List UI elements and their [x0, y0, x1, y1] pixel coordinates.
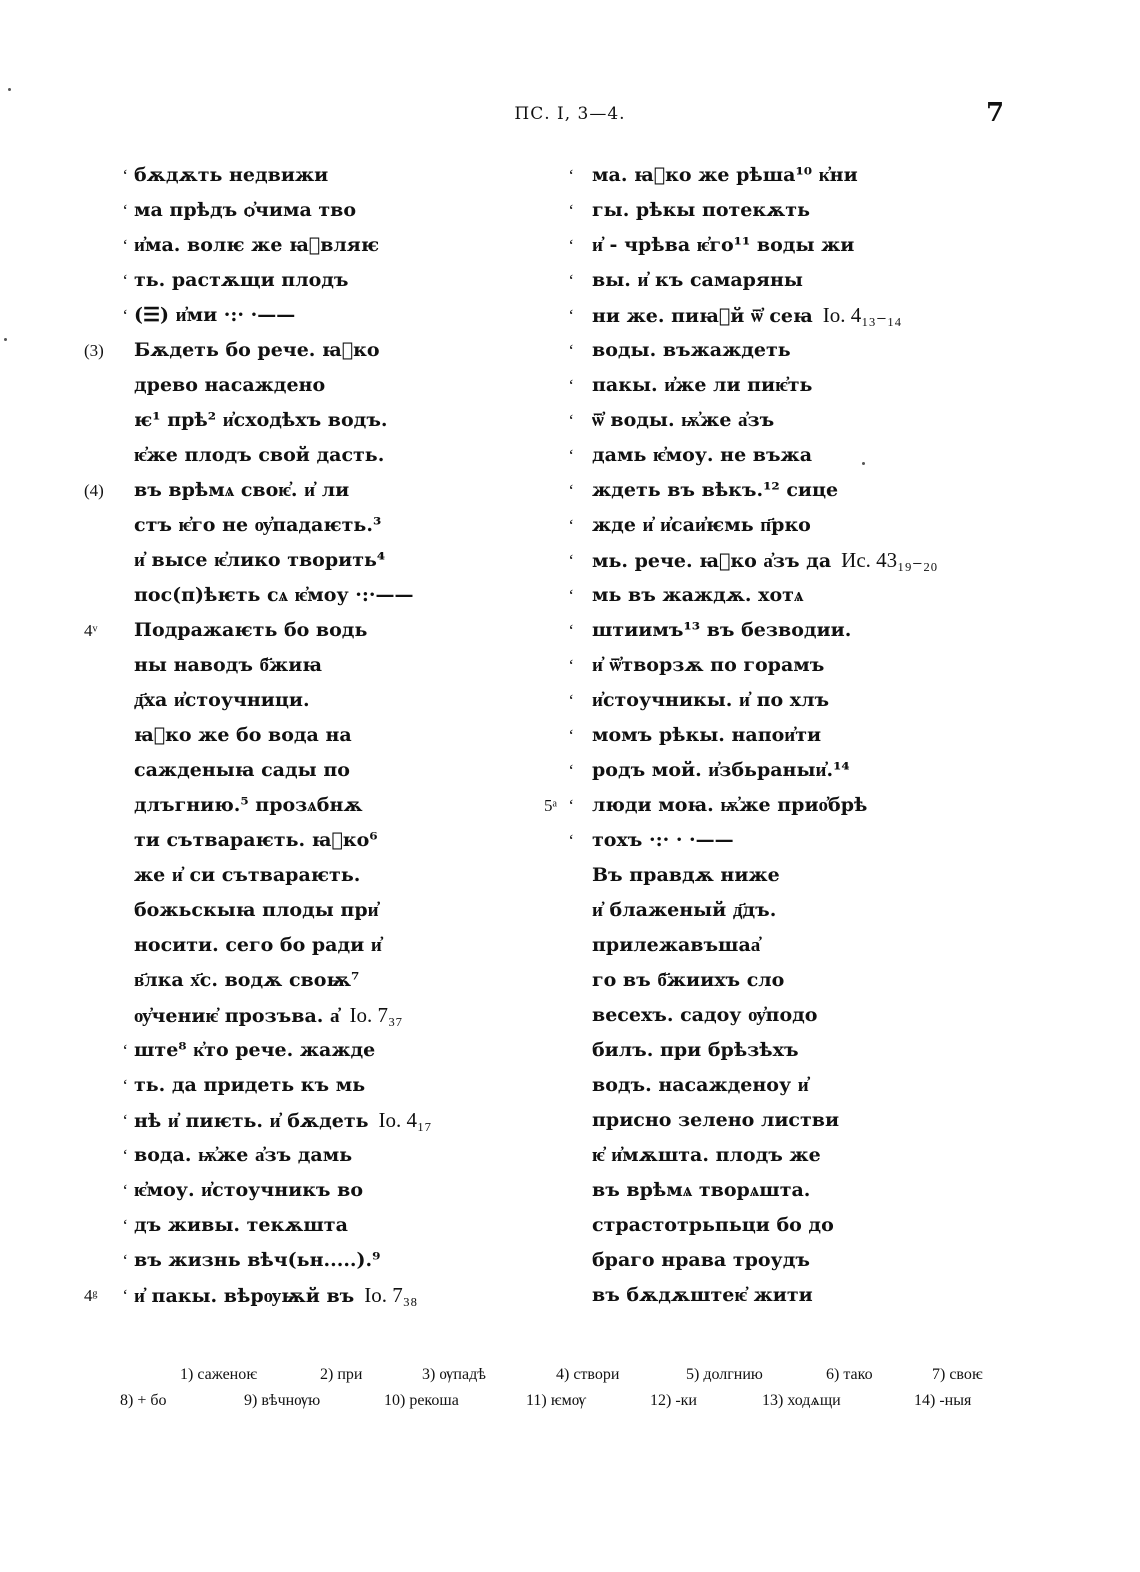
- footnote-6: 6) тако: [826, 1366, 873, 1383]
- line-text-content: въ жизнь вѣч(ьн.....).⁹: [134, 1249, 381, 1271]
- line-text: [134, 298, 295, 333]
- line-text: [592, 368, 812, 403]
- text-line: [88, 788, 468, 823]
- line-marker: ʻ: [568, 306, 574, 325]
- text-line: [88, 1033, 468, 1068]
- line-text-content: ни же. пиꙗ҆й ѿ҆ сеꙗ: [592, 305, 813, 327]
- line-text-content: ѥ҆же плодъ свой дасть.: [134, 444, 385, 466]
- line-marker: ʻ: [122, 236, 128, 255]
- line-text-content: бѫдѫть недвижи: [134, 164, 329, 186]
- text-line: [540, 753, 990, 788]
- line-text: [134, 718, 352, 753]
- line-text: [134, 613, 367, 648]
- text-line: [540, 1068, 990, 1103]
- line-text-content: и҆ пакы. вѣрѹѭй въ: [134, 1285, 355, 1307]
- line-text: [592, 998, 817, 1033]
- line-text: [134, 893, 379, 928]
- line-text-content: ти сътвараѥть. ꙗ҆ко⁶: [134, 829, 378, 851]
- text-line: [540, 1103, 990, 1138]
- line-text-content: сажденыꙗ сады по: [134, 759, 350, 781]
- text-line: [88, 928, 468, 963]
- line-text-content: ждеть въ вѣкъ.¹² сице: [592, 479, 839, 501]
- text-line: [88, 648, 468, 683]
- footnote-14: 14) -ныя: [914, 1392, 972, 1409]
- line-text: [592, 753, 850, 788]
- line-text-content: ма. ꙗ҆ко же рѣша¹⁰ к҆ни: [592, 164, 858, 186]
- line-text-content: Подражаѥть бо водь: [134, 619, 368, 641]
- text-line: [88, 963, 468, 998]
- text-line: [88, 858, 468, 893]
- line-text-content: и҆стоучникы. и҆ по хлъ: [592, 689, 830, 711]
- line-text: [592, 613, 851, 648]
- line-marker: ʻ: [568, 271, 574, 290]
- footnote-10: 10) рекоша: [384, 1392, 459, 1409]
- line-marker: ʻ: [568, 726, 574, 745]
- scripture-citation: Іо. 7₃₇: [349, 1003, 403, 1027]
- line-text: [134, 403, 388, 438]
- text-line: [540, 263, 990, 298]
- footnotes: [118, 1362, 998, 1414]
- text-line: [540, 963, 990, 998]
- line-text: [592, 263, 803, 298]
- line-text-content: носити. сего бо ради и҆: [134, 934, 382, 956]
- line-text: [592, 683, 829, 718]
- text-line: [540, 718, 990, 753]
- line-text: [592, 788, 867, 823]
- line-text: [592, 648, 824, 683]
- line-text-content: билъ. при брѣзѣхъ: [592, 1039, 799, 1061]
- verse-reference: 4ᵛ: [84, 621, 98, 640]
- line-text: [592, 1103, 839, 1138]
- line-marker: ʻ: [122, 1111, 128, 1130]
- text-line: [84, 333, 468, 368]
- scripture-citation: Іо. 4₁₇: [378, 1108, 432, 1132]
- text-line: [88, 718, 468, 753]
- text-line: [88, 1243, 468, 1278]
- line-text: [134, 788, 363, 823]
- line-text: [134, 1278, 417, 1314]
- line-text-content: родъ мой. и҆збьраныи҆.¹⁴: [592, 759, 850, 781]
- line-text-content: тохъ ·:· · ·——: [592, 829, 734, 851]
- text-line: [88, 193, 468, 228]
- line-text: [592, 298, 902, 334]
- line-text-content: въ бѫдѫштеѥ҆ жити: [592, 1284, 813, 1306]
- text-line: [88, 1138, 468, 1173]
- line-text-content: ѥ҆ и҆мѫшта. плодъ же: [592, 1144, 821, 1166]
- line-text: [134, 998, 403, 1034]
- line-text: [592, 403, 774, 438]
- line-text: [134, 1208, 348, 1243]
- line-text-content: божьскыꙗ плоды при҆: [134, 899, 379, 921]
- line-marker: ʻ: [122, 201, 128, 220]
- line-text-content: водъ. насажденоу и҆: [592, 1074, 809, 1096]
- line-text: [134, 438, 384, 473]
- line-text-content: нѣ и҆ пиѥть. и҆ бѫдеть: [134, 1110, 369, 1132]
- line-text-content: Въ правдѫ ниже: [592, 864, 780, 886]
- line-text: [134, 1068, 365, 1103]
- line-marker: ʻ: [568, 481, 574, 500]
- line-text-content: люди моꙗ. ѭ҆же прио҆брѣ: [592, 794, 868, 816]
- text-line: [540, 403, 990, 438]
- line-text-content: ма прѣдъ ѻ҆чима тво: [134, 199, 357, 221]
- line-text: [134, 578, 413, 613]
- line-text: [134, 823, 378, 858]
- line-text-content: же и҆ си сътвараѥть.: [134, 864, 361, 886]
- line-text: [134, 473, 349, 508]
- line-marker: ʻ: [568, 446, 574, 465]
- text-line: [88, 158, 468, 193]
- footnote-5: 5) долгнию: [686, 1366, 763, 1383]
- text-line: [540, 333, 990, 368]
- line-text: [592, 193, 810, 228]
- text-line: [88, 578, 468, 613]
- line-text: [592, 228, 854, 263]
- line-text: [134, 1138, 352, 1173]
- footnote-7: 7) своѥ: [932, 1366, 983, 1383]
- line-text-content: и҆ ѿ҆творзѫ по горамъ: [592, 654, 825, 676]
- line-text-content: стъ ѥ҆го не ѹ҆падаѥть.³: [134, 514, 382, 536]
- line-text: [592, 858, 780, 893]
- line-text: [592, 333, 791, 368]
- line-text-content: въ врѣмѧ творѧшта.: [592, 1179, 811, 1201]
- footnote-13: 13) ходѧщи: [762, 1392, 841, 1409]
- line-text: [134, 508, 381, 543]
- line-text: [592, 1278, 813, 1313]
- text-line: [88, 228, 468, 263]
- line-marker: ʻ: [568, 796, 574, 815]
- line-text-content: ꙗ҆ко же бо вода на: [134, 724, 352, 746]
- text-line: [540, 998, 990, 1033]
- line-marker: ʻ: [122, 271, 128, 290]
- line-text-content: Бѫдеть бо рече. ꙗ҆ко: [134, 339, 380, 361]
- text-line: [88, 1208, 468, 1243]
- line-text-content: воды. въжаждеть: [592, 339, 791, 361]
- line-text-content: (☰) и҆ми ·:· ·——: [134, 304, 296, 326]
- text-line: [84, 613, 468, 648]
- line-text: [592, 158, 858, 193]
- line-marker: ʻ: [568, 831, 574, 850]
- line-text: [134, 158, 328, 193]
- line-text-content: браго нрава троудъ: [592, 1249, 810, 1271]
- footnote-row-1: [118, 1362, 998, 1388]
- footnote-row-2: [118, 1388, 998, 1414]
- line-marker: ʻ: [568, 551, 574, 570]
- line-text: [134, 963, 359, 998]
- text-line: [540, 508, 990, 543]
- line-marker: ʻ: [568, 586, 574, 605]
- text-line: [540, 683, 990, 718]
- line-text: [134, 928, 382, 963]
- line-text-content: страстотрьпьци бо до: [592, 1214, 834, 1236]
- line-text-content: присно зелено листви: [592, 1109, 840, 1131]
- footnote-12: 12) -ки: [650, 1392, 697, 1409]
- line-text-content: вода. ѭ҆же а҆зъ дамь: [134, 1144, 353, 1166]
- text-line: [540, 1138, 990, 1173]
- line-text-content: ны наводъ б҃жиꙗ: [134, 654, 323, 676]
- line-marker: ʻ: [568, 656, 574, 675]
- line-text: [134, 193, 356, 228]
- line-text-content: и҆ма. волѥ же ꙗ҆вляѥ: [134, 234, 380, 256]
- line-text-content: ть. растѫщи плодъ: [134, 269, 349, 291]
- line-text: [592, 1138, 821, 1173]
- text-line: [88, 403, 468, 438]
- line-text: [134, 683, 310, 718]
- line-marker: ʻ: [122, 166, 128, 185]
- text-line: [84, 1278, 468, 1313]
- line-text-content: момъ рѣкы. напои҆ти: [592, 724, 822, 746]
- line-text: [592, 508, 811, 543]
- line-text: [592, 473, 838, 508]
- footnote-8: 8) + бо: [120, 1392, 167, 1409]
- page-number: 7: [986, 98, 1005, 128]
- line-text: [592, 1208, 834, 1243]
- text-line: [540, 1243, 990, 1278]
- line-text-content: ѹ҆чениѥ҆ прозъва. а҆: [134, 1005, 340, 1027]
- text-line: [540, 158, 990, 193]
- text-line: [540, 298, 990, 333]
- line-text: [134, 1243, 380, 1278]
- line-text: [592, 1068, 809, 1103]
- text-line: [540, 578, 990, 613]
- line-text-content: и҆ блаженый д҃дъ.: [592, 899, 777, 921]
- scan-speck: [862, 462, 865, 465]
- line-text: [592, 718, 821, 753]
- line-text-content: дъ живы. текѫшта: [134, 1214, 348, 1236]
- text-line: [540, 1208, 990, 1243]
- text-line: [540, 613, 990, 648]
- line-text: [592, 1033, 799, 1068]
- line-marker: ʻ: [122, 306, 128, 325]
- text-line: [88, 1173, 468, 1208]
- line-marker: ʻ: [568, 236, 574, 255]
- text-line: [84, 473, 468, 508]
- line-text: [134, 263, 349, 298]
- line-text: [592, 928, 760, 963]
- text-line: [540, 1173, 990, 1208]
- verse-reference: 4ᵍ: [84, 1286, 98, 1305]
- right-column: [540, 158, 990, 1313]
- line-text-content: въ врѣмѧ своѥ҆. и҆ ли: [134, 479, 350, 501]
- line-text: [134, 228, 379, 263]
- text-line: [88, 823, 468, 858]
- text-line: [88, 683, 468, 718]
- line-marker: ʻ: [122, 1076, 128, 1095]
- line-text-content: д҃ха и҆стоучници.: [134, 689, 310, 711]
- line-text-content: дамь ѥ҆моу. не въжа: [592, 444, 813, 466]
- text-line: [88, 543, 468, 578]
- text-line: [88, 368, 468, 403]
- line-text: [592, 823, 734, 858]
- verse-reference: (3): [84, 341, 104, 360]
- line-text: [592, 438, 812, 473]
- text-line: [540, 858, 990, 893]
- line-text: [134, 1173, 363, 1208]
- text-line: [540, 928, 990, 963]
- text-line: [88, 298, 468, 333]
- line-text: [134, 858, 360, 893]
- text-line: [540, 193, 990, 228]
- line-marker: ʻ: [122, 1286, 128, 1305]
- text-line: [540, 368, 990, 403]
- line-text: [134, 1103, 432, 1139]
- line-text: [134, 648, 322, 683]
- scripture-citation: Ис. 43₁₉₋₂₀: [841, 548, 938, 572]
- text-line: [88, 893, 468, 928]
- line-marker: ʻ: [122, 1146, 128, 1165]
- line-text: [592, 893, 776, 928]
- line-text-content: вы. и҆ къ самаряны: [592, 269, 803, 291]
- line-text-content: длъгнию.⁵ прозѧбнѫ: [134, 794, 363, 816]
- line-marker: ʻ: [122, 1216, 128, 1235]
- scripture-citation: Іо. 7₃₈: [364, 1283, 418, 1307]
- text-line: [88, 1103, 468, 1138]
- line-text: [134, 543, 385, 578]
- line-text-content: жде и҆ и҆саи҆ѥмь п҃рко: [592, 514, 811, 536]
- text-line: [88, 263, 468, 298]
- line-text-content: ѿ҆ воды. ѭ҆же а҆зъ: [592, 409, 775, 431]
- footnote-1: 1) саженоѥ: [180, 1366, 258, 1383]
- running-title: ПС. I, 3—4.: [514, 104, 626, 124]
- line-marker: ʻ: [122, 1041, 128, 1060]
- text-line: [88, 508, 468, 543]
- text-line: [540, 648, 990, 683]
- verse-reference: (4): [84, 481, 104, 500]
- line-text: [592, 963, 784, 998]
- line-text-content: и҆ высе ѥ҆лико творить⁴: [134, 549, 386, 571]
- text-line: [540, 823, 990, 858]
- line-marker: ʻ: [122, 1181, 128, 1200]
- left-column: [84, 158, 468, 1313]
- line-text-content: ѥ҆моу. и҆стоучникъ во: [134, 1179, 363, 1201]
- line-text-content: го въ б҃жиихъ сло: [592, 969, 785, 991]
- line-text-content: древо насаждено: [134, 374, 326, 396]
- line-text: [134, 368, 325, 403]
- text-line: [540, 1278, 990, 1313]
- text-line: [88, 998, 468, 1033]
- line-marker: ʻ: [568, 691, 574, 710]
- line-text: [592, 578, 803, 613]
- scan-speck: [4, 338, 7, 341]
- line-text: [134, 1033, 375, 1068]
- line-text-content: мь въ жаждѫ. хотѧ: [592, 584, 804, 606]
- line-text-content: ть. да придеть къ мь: [134, 1074, 366, 1096]
- line-marker: ʻ: [568, 376, 574, 395]
- line-text: [592, 543, 938, 579]
- text-line: [540, 788, 990, 823]
- text-line: [88, 438, 468, 473]
- line-marker: ʻ: [568, 761, 574, 780]
- scripture-citation: Іо. 4₁₃₋₁₄: [822, 303, 902, 327]
- line-marker: ʻ: [568, 341, 574, 360]
- line-text: [592, 1243, 810, 1278]
- text-line: [88, 753, 468, 788]
- line-text-content: ѥ¹ прѣ² и҆сходѣхъ водъ.: [134, 409, 388, 431]
- text-line: [540, 1033, 990, 1068]
- text-line: [540, 228, 990, 263]
- line-marker: ʻ: [568, 411, 574, 430]
- text-line: [88, 1068, 468, 1103]
- footnote-4: 4) створи: [556, 1366, 620, 1383]
- text-line: [540, 438, 990, 473]
- line-text-content: и҆ - чрѣва ѥ҆го¹¹ воды жи: [592, 234, 855, 256]
- text-line: [540, 893, 990, 928]
- text-line: [540, 543, 990, 578]
- line-text-content: в҃лка х҃с. водѫ своѭ⁷: [134, 969, 360, 991]
- line-text: [134, 753, 350, 788]
- line-marker: ʻ: [568, 621, 574, 640]
- line-text-content: весехъ. садоу ѹ҆подо: [592, 1004, 818, 1026]
- line-text: [592, 1173, 810, 1208]
- line-text-content: штиимъ¹³ въ безводии.: [592, 619, 852, 641]
- line-text-content: прилежавъшаа҆: [592, 934, 761, 956]
- line-text-content: мь. рече. ꙗ҆ко а҆зъ да: [592, 550, 832, 572]
- line-text-content: пос(п)ѣѥть сѧ ѥ҆моу ·:·——: [134, 584, 414, 606]
- footnote-2: 2) при: [320, 1366, 363, 1383]
- footnote-3: 3) ѹпадѣ: [422, 1366, 486, 1383]
- footnote-11: 11) ѥмѹ: [526, 1392, 586, 1409]
- line-marker: ʻ: [568, 516, 574, 535]
- footnote-9: 9) вѣчнѹю: [244, 1392, 321, 1409]
- line-marker: ʻ: [122, 1251, 128, 1270]
- line-marker: ʻ: [568, 166, 574, 185]
- line-marker: ʻ: [568, 201, 574, 220]
- line-text: [134, 333, 380, 368]
- scan-speck: [8, 88, 11, 91]
- line-text-content: ште⁸ к҆то рече. жажде: [134, 1039, 376, 1061]
- line-text-content: пакы. и҆же ли пиѥ҆ть: [592, 374, 813, 396]
- text-line: [540, 473, 990, 508]
- line-text-content: гы. рѣкы потекѫть: [592, 199, 810, 221]
- verse-reference: 5ᵃ: [544, 796, 558, 815]
